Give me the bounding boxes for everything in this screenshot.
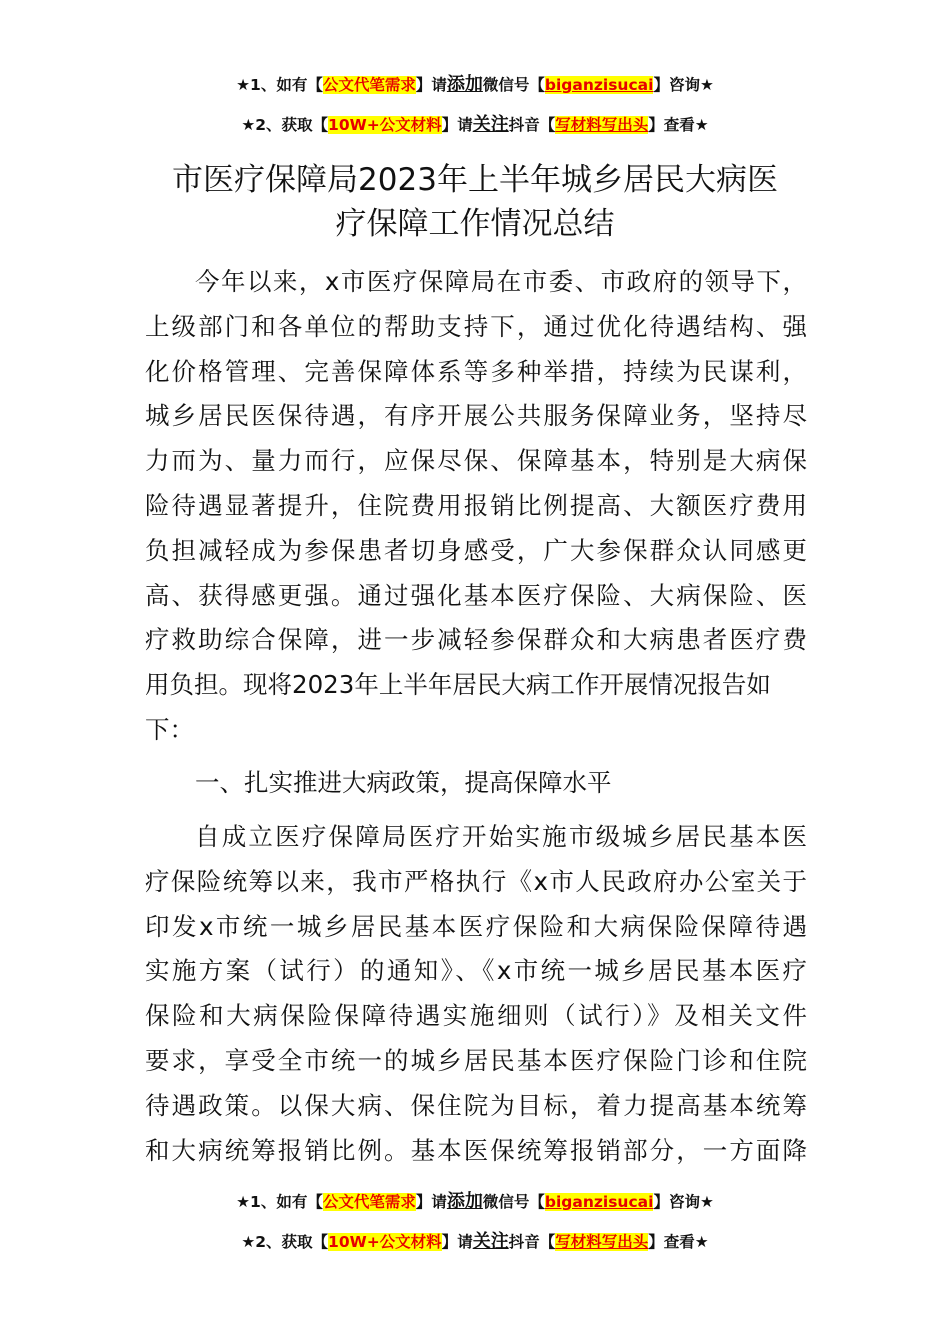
- promo-text: 】查看★: [648, 1233, 709, 1251]
- promo-text: ★2、获取【: [241, 1233, 329, 1251]
- promo-highlight: 公文代笔需求: [322, 1193, 416, 1211]
- body-line: 疗救助综合保障，进一步减轻参保群众和大病患者医疗费: [145, 625, 807, 655]
- body-line: 险待遇显著提升，住院费用报销比例提高、大额医疗费用: [145, 491, 807, 520]
- promo-text: 抖音【: [508, 116, 556, 134]
- promo-text: 】请: [441, 116, 473, 134]
- body-line: 下：: [145, 715, 194, 744]
- body-line: 要求，享受全市统一的城乡居民基本医疗保险门诊和住院: [145, 1046, 807, 1075]
- promo-text: 抖音【: [508, 1233, 556, 1251]
- document-title-line-1: 市医疗保障局2023年上半年城乡居民大病医: [172, 162, 778, 198]
- body-line: 印发x市统一城乡居民基本医疗保险和大病保险保障待遇: [145, 911, 807, 941]
- body-line: 保险和大病保险保障待遇实施细则（试行）》及相关文件: [145, 1001, 807, 1031]
- wechat-id: biganzisucai: [544, 76, 654, 94]
- promo-text: 】查看★: [648, 116, 709, 134]
- body-line: 和大病统筹报销比例。基本医保统筹报销部分，一方面降: [145, 1135, 807, 1165]
- promo-text: ★1、如有【: [236, 76, 323, 94]
- promo-underlined: 添加: [446, 74, 483, 95]
- document-title-line-2: 疗保障工作情况总结: [335, 206, 615, 242]
- promo-text: 】请: [441, 1233, 473, 1251]
- promo-text: 】请: [415, 1193, 447, 1211]
- body-line: 力而为、量力而行，应保尽保、保障基本，特别是大病保: [145, 446, 807, 476]
- promo-text: ★1、如有【: [236, 1193, 323, 1211]
- body-line: 负担减轻成为参保患者切身感受，广大参保群众认同感更: [145, 535, 807, 565]
- promo-line-1: [0, 70, 950, 96]
- promo-text: 】咨询★: [653, 1193, 714, 1211]
- promo-underlined: 关注: [472, 114, 509, 135]
- body-line: 疗保险统筹以来，我市严格执行《x市人民政府办公室关于: [145, 866, 807, 896]
- promo-underlined: 关注: [472, 1231, 509, 1252]
- body-line: 实施方案（试行）的通知》、《x市统一城乡居民基本医疗: [145, 956, 807, 986]
- section-heading: 一、扎实推进大病政策，提高保障水平: [195, 768, 612, 797]
- promo-text: 微信号【: [482, 1193, 545, 1211]
- douyin-id: 写材料写出头: [555, 116, 649, 134]
- body-line: 化价格管理、完善保障体系等多种举措，持续为民谋利，: [145, 356, 807, 386]
- body-line: 城乡居民医保待遇，有序开展公共服务保障业务，坚持尽: [145, 401, 807, 431]
- promo-line-2: [0, 1227, 950, 1253]
- body-line: 自成立医疗保障局医疗开始实施市级城乡居民基本医: [195, 822, 807, 851]
- wechat-id: biganzisucai: [544, 1193, 654, 1211]
- douyin-id: 写材料写出头: [555, 1233, 649, 1251]
- promo-text: 】请: [415, 76, 447, 94]
- body-line: 高、获得感更强。通过强化基本医疗保险、大病保险、医: [145, 580, 807, 610]
- promo-highlight: 公文代笔需求: [322, 76, 416, 94]
- promo-highlight: 10W+公文材料: [328, 1233, 442, 1251]
- body-line: 今年以来，x市医疗保障局在市委、市政府的领导下，: [195, 267, 807, 296]
- body-line: 用负担。现将2023年上半年居民大病工作开展情况报告如: [145, 670, 771, 700]
- promo-line-1: [0, 1187, 950, 1213]
- promo-line-2: [0, 110, 950, 136]
- promo-text: 】咨询★: [653, 76, 714, 94]
- promo-underlined: 添加: [446, 1191, 483, 1212]
- promo-text: ★2、获取【: [241, 116, 329, 134]
- body-line: 待遇政策。以保大病、保住院为目标，着力提高基本统筹: [145, 1090, 807, 1120]
- promo-highlight: 10W+公文材料: [328, 116, 442, 134]
- promo-text: 微信号【: [482, 76, 545, 94]
- body-line: 上级部门和各单位的帮助支持下，通过优化待遇结构、强: [145, 311, 807, 341]
